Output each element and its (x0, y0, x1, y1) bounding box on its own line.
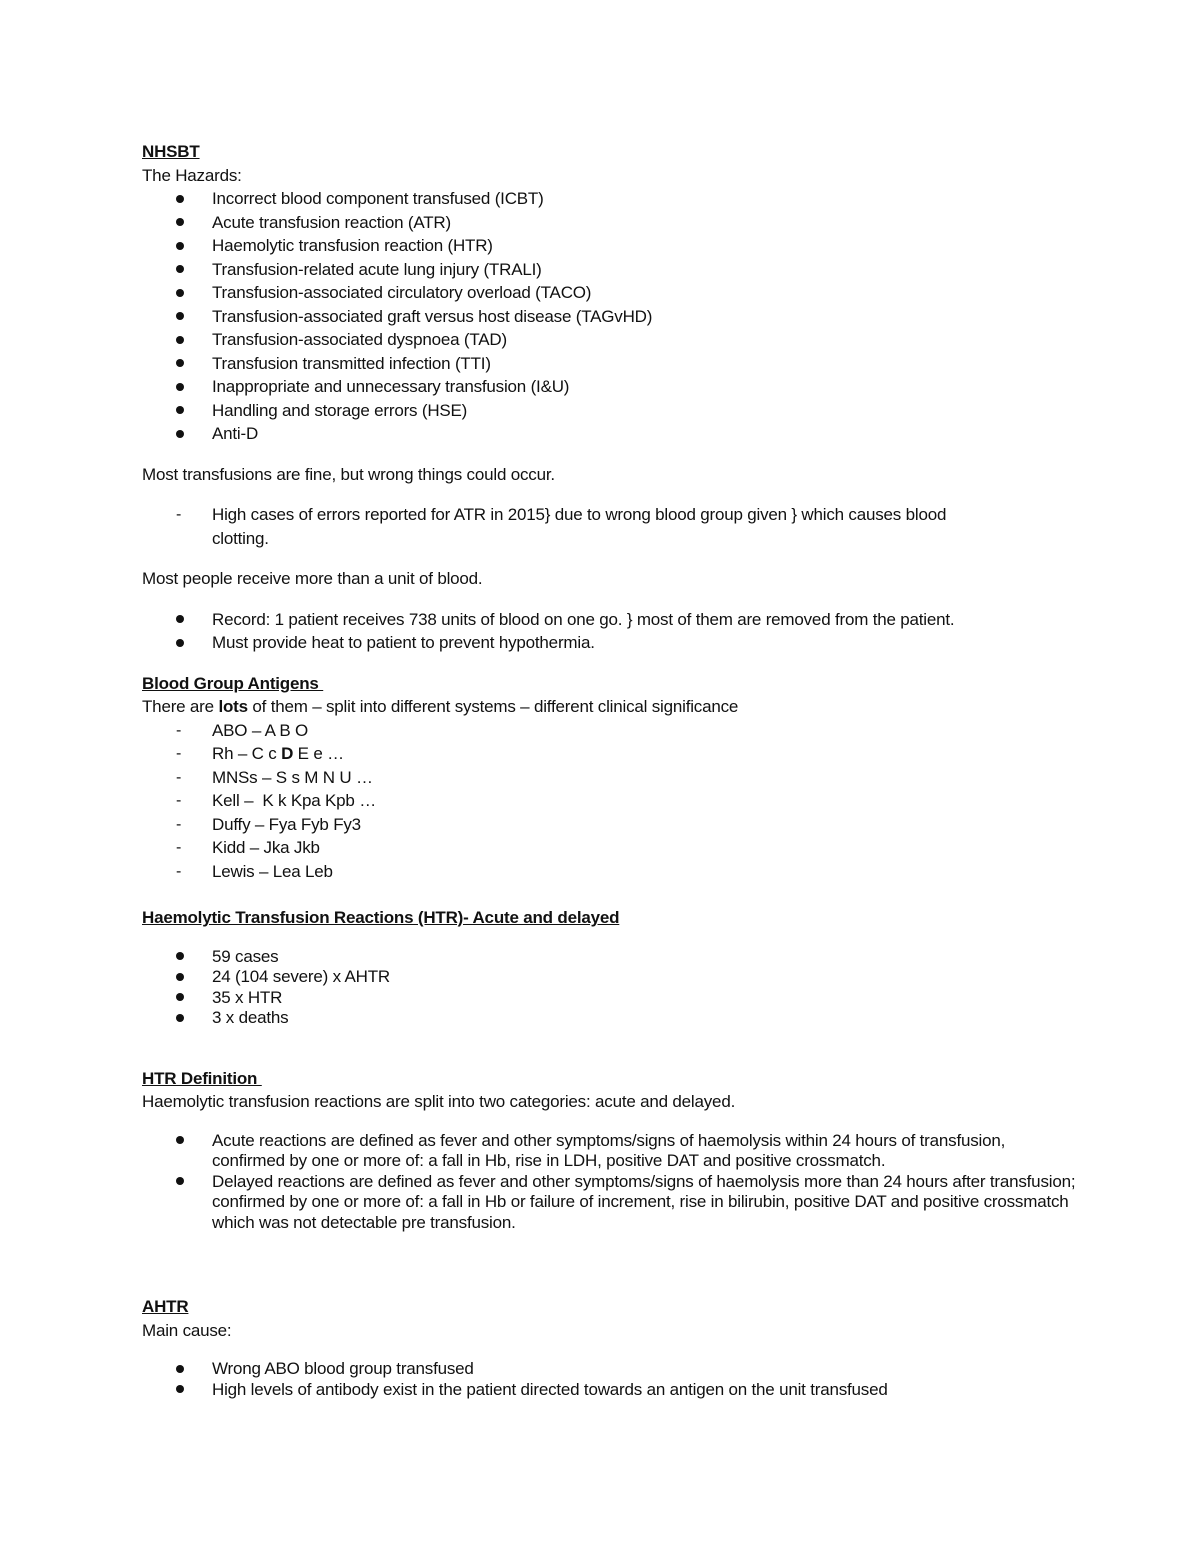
ahtr-intro: Main cause: (142, 1320, 232, 1340)
list-item: High levels of antibody exist in the patient directed towards an antigen on the unit transfused (142, 1380, 1082, 1401)
list-item: - MNSs – S s M N U … (142, 766, 1082, 790)
list-item: - Duffy – Fya Fyb Fy3 (142, 813, 1082, 837)
list-item: Acute transfusion reaction (ATR) (142, 211, 1082, 235)
section-title-htr: Haemolytic Transfusion Reactions (HTR)- Acute and delayed (142, 908, 620, 927)
bullet-icon (176, 328, 184, 352)
hazards-intro: The Hazards: (142, 165, 242, 185)
dash-icon: - (176, 745, 182, 762)
note-transfusions-fine: Most transfusions are fine, but wrong things could occur. (142, 464, 555, 484)
note-more-than-unit: Most people receive more than a unit of blood. (142, 569, 483, 588)
bullet-icon (176, 258, 184, 282)
list-item: Wrong ABO blood group transfused (142, 1359, 1082, 1380)
bullet-icon (176, 1380, 184, 1401)
list-item: Acute reactions are defined as fever and other symptoms/signs of haemolysis within 24 hours of transfusion, confirmed by one or more of: a fall in Hb, rise in LDH, positive DAT and positive crossmatch. (142, 1131, 1082, 1172)
list-item: Delayed reactions are defined as fever and other symptoms/signs of haemolysis more than 24 hours after transfusion; confirmed by one or more of: a fall in Hb or failure of increment, rise in bilirubin, positive DAT and positive crossmatch which was not detectable pre transfusion. (142, 1172, 1082, 1234)
dash-icon: - (176, 862, 182, 880)
list-item: Transfusion-associated circulatory overload (TACO) (142, 281, 1082, 305)
list-item: 3 x deaths (142, 1008, 1082, 1029)
dash-icon: - (176, 768, 182, 786)
list-item: - Kidd – Jka Jkb (142, 836, 1082, 860)
section-title-htr-definition: HTR Definition (142, 1068, 262, 1088)
dash-icon: - (176, 792, 182, 809)
hazards-list (142, 187, 1082, 446)
list-item-continuation: clotting. (212, 528, 269, 548)
htr-stats-list (142, 947, 1082, 1029)
bullet-icon (176, 375, 184, 399)
bullet-icon (176, 1359, 184, 1380)
list-item: Transfusion transmitted infection (TTI) (142, 352, 1082, 376)
section-title-antigens: Blood Group Antigens (142, 673, 324, 693)
list-item: Transfusion-related acute lung injury (TRALI) (142, 258, 1082, 282)
section-title-nhsbt: NHSBT (142, 142, 200, 161)
bullet-icon (176, 281, 184, 305)
list-item: Anti-D (142, 422, 1082, 446)
bullet-icon (176, 608, 184, 632)
list-item: - Lewis – Lea Leb (142, 860, 1082, 884)
bullet-icon (176, 988, 184, 1009)
list-item: - High cases of errors reported for ATR in 2015} due to wrong blood group given } which causes blood (142, 503, 1082, 527)
list-item: Transfusion-associated dyspnoea (TAD) (142, 328, 1082, 352)
list-item: 59 cases (142, 947, 1082, 968)
dash-icon: - (176, 839, 182, 856)
list-item: - Rh – C c D E e … (142, 742, 1082, 766)
list-item: Must provide heat to patient to prevent hypothermia. (142, 631, 1082, 655)
bullet-icon (176, 211, 184, 235)
bullet-icon (176, 1172, 184, 1193)
list-item: Handling and storage errors (HSE) (142, 399, 1082, 423)
bullet-icon (176, 1131, 184, 1152)
dash-icon: - (176, 506, 182, 523)
list-item: Transfusion-associated graft versus host disease (TAGvHD) (142, 305, 1082, 329)
list-item: Inappropriate and unnecessary transfusion (I&U) (142, 375, 1082, 399)
antigens-intro: There are lots of them – split into different systems – different clinical significance (142, 697, 739, 716)
bullet-icon (176, 967, 184, 988)
bullet-icon (176, 187, 184, 211)
list-item: 35 x HTR (142, 988, 1082, 1009)
list-item: Haemolytic transfusion reaction (HTR) (142, 234, 1082, 258)
antigen-systems-list (142, 719, 1082, 884)
bullet-icon (176, 631, 184, 655)
document-page (142, 140, 1082, 1400)
bullet-icon (176, 399, 184, 423)
bullet-icon (176, 305, 184, 329)
bullet-icon (176, 947, 184, 968)
list-item: Record: 1 patient receives 738 units of blood on one go. } most of them are removed from the patient. (142, 608, 1082, 632)
bullet-icon (176, 352, 184, 376)
list-item: - ABO – A B O (142, 719, 1082, 743)
dash-icon: - (176, 721, 182, 739)
list-item: Incorrect blood component transfused (ICBT) (142, 187, 1082, 211)
bullet-icon (176, 1008, 184, 1029)
bullet-icon (176, 234, 184, 258)
list-item: - Kell – K k Kpa Kpb … (142, 789, 1082, 813)
section-title-ahtr: AHTR (142, 1297, 189, 1316)
list-item: 24 (104 severe) x AHTR (142, 967, 1082, 988)
htr-definition-intro: Haemolytic transfusion reactions are split into two categories: acute and delayed. (142, 1092, 736, 1111)
dash-icon: - (176, 815, 182, 833)
bullet-icon (176, 422, 184, 446)
